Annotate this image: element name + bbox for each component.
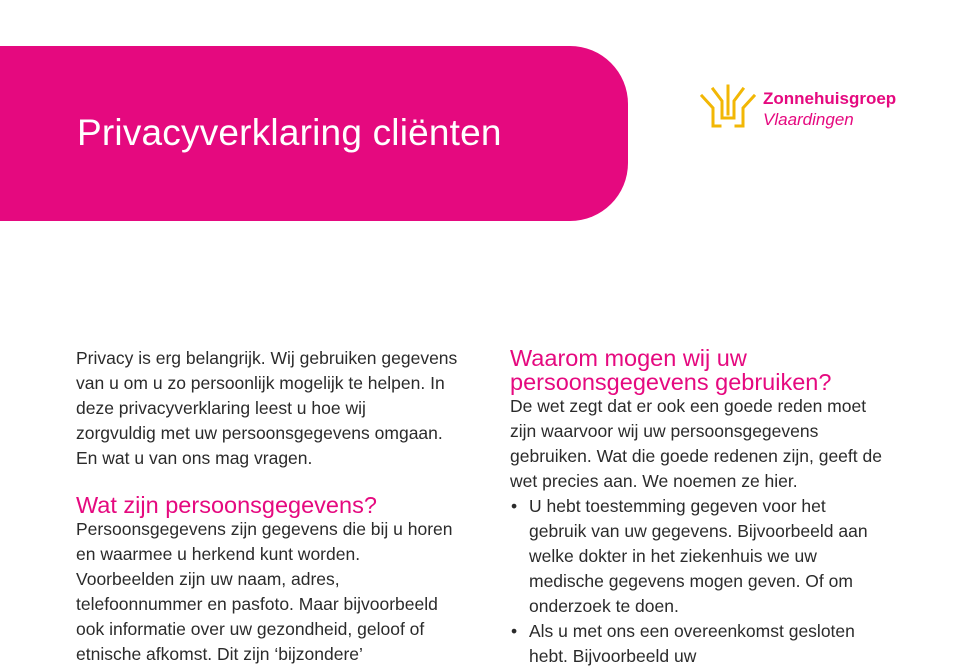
intro-line: van u om u zo persoonlijk mogelijk te helpen. In (76, 373, 445, 393)
list-item (510, 619, 930, 669)
section-line: ook informatie over uw gezondheid, geloof of (76, 619, 425, 639)
section-line: telefoonnummer en pasfoto. Maar bijvoorbeeld (76, 594, 438, 614)
intro-paragraph (76, 346, 488, 471)
section-line: Voorbeelden zijn uw naam, adres, (76, 569, 340, 589)
right-column (510, 346, 930, 669)
page-title: Privacyverklaring cliënten (77, 112, 502, 153)
bullet-line: welke dokter in het ziekenhuis we uw (529, 546, 817, 566)
body-line: zijn waarvoor wij uw persoonsgegevens (510, 421, 819, 441)
intro-line: En wat u van ons mag vragen. (76, 448, 313, 468)
intro-line: zorgvuldig met uw persoonsgegevens omgaan. (76, 423, 443, 443)
bullet-line: onderzoek te doen. (529, 596, 679, 616)
section-line: etnische afkomst. Dit zijn ‘bijzondere’ (76, 644, 363, 664)
section-heading-persoonsgegevens: Wat zijn persoonsgegevens? (76, 492, 377, 518)
left-column (76, 346, 488, 667)
reasons-list (510, 494, 930, 669)
right-paragraph (510, 394, 930, 494)
organization-logo (700, 84, 930, 132)
body-line: wet precies aan. We noemen ze hier. (510, 471, 798, 491)
bullet-icon: • (511, 621, 518, 641)
body-line: De wet zegt dat er ook een goede reden moet (510, 396, 867, 416)
bullet-line: hebt. Bijvoorbeeld uw (529, 646, 697, 666)
heading-line: Waarom mogen wij uw (510, 345, 747, 371)
bullet-line: gebruik van uw gegevens. Bijvoorbeeld aan (529, 521, 868, 541)
logo-subtitle: Vlaardingen (763, 110, 854, 129)
bullet-line: U hebt toestemming gegeven voor het (529, 496, 826, 516)
bullet-icon: • (511, 496, 518, 516)
bullet-line: Als u met ons een overeenkomst gesloten (529, 621, 855, 641)
heading-line: persoonsgegevens gebruiken? (510, 369, 832, 395)
section-line: en waarmee u herkend kunt worden. (76, 544, 361, 564)
bullet-line: medische gegevens mogen geven. Of om (529, 571, 853, 591)
intro-line: Privacy is erg belangrijk. Wij gebruiken gegevens (76, 348, 458, 368)
section-line: Persoonsgegevens zijn gegevens die bij u horen (76, 519, 453, 539)
sun-house-logo-icon (700, 84, 756, 130)
body-line: gebruiken. Wat die goede redenen zijn, geeft de (510, 446, 882, 466)
logo-name: Zonnehuisgroep (763, 89, 897, 108)
list-item (510, 494, 930, 619)
section-heading-waarom (510, 346, 930, 394)
intro-line: deze privacyverklaring leest u hoe wij (76, 398, 366, 418)
section-paragraph (76, 517, 488, 667)
